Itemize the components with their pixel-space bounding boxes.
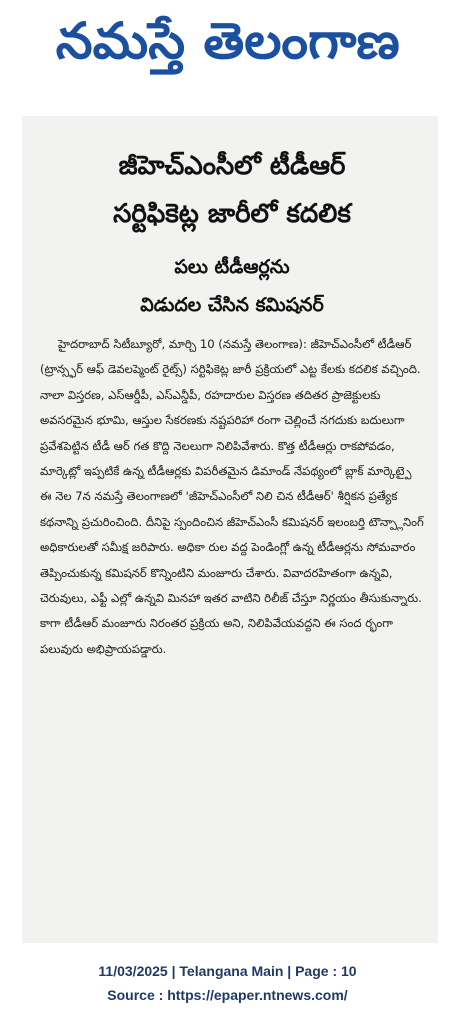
article-body: హైదరాబాద్ సిటీబ్యూరో, మార్చి 10 (నమస్తే తెలంగాణ): జీహెచ్ఎంసీలో టీడీఆర్ (ట్రాన్స్ఫర్ ఆఫ్ డెవలప్మెంట్ రైట్స్) సర్టిఫికెట్ల జారీ ప్రక్రియలో ఎట్ట కేలకు కదలిక వచ్చింది. నాలా విస్తరణ, ఎస్ఆర్డీపీ, ఎస్ఎన్డీపీ, రహదారుల విస్తరణ తదితర ప్రాజెక్టులకు అవసరమైన భూమి, ఆస్తుల సేకరణకు నష్టపరిహా రంగా చెల్లించే నగదుకు బదులుగా ప్రవేశపెట్టిన టీడీ ఆర్ గత కొద్ది నెలలుగా నిలిపివేశారు. కొత్త టీడీఆర్లు రాకపోవడం, మార్కెట్లో ఇప్పటికే ఉన్న టీడీఆర్లకు విపరీతమైన డిమాండ్ నేపథ్యంలో బ్లాక్ మార్కెట్పై ఈ నెల 7న నమస్తే తెలంగాణలో 'జీహెచ్ఎంసీలో నిలి చిన టీడీఆర్' శీర్షికన ప్రత్యేక కథనాన్ని ప్రచురించింది. దీనిపై స్పందించిన జీహెచ్ఎంసీ కమిషనర్ ఇలంబర్తి టౌన్ప్లానింగ్ అధికారులతో సమీక్ష జరిపారు. అధికా రుల వద్ద పెండింగ్లో ఉన్న టీడీఆర్లను సోమవారం తెప్పించుకున్న కమిషనర్ కొన్నింటిని మంజూరు చేశారు. వివాదరహితంగా ఉన్నవి, చెరువులు, ఎఫ్టీ ఎల్లో ఉన్నవి మినహా ఇతర వాటిని రిలీజ్ చేస్తూ నిర్ణయం తీసుకున్నారు. కాగా టీడీఆర్ మంజూరు నిరంతర ప్రక్రియ అని, నిలిపివేయవద్దని ఈ సంద ర్భంగా పలువురు అభిప్రాయపడ్డారు.	[40, 337, 424, 656]
headline-line-2: సర్టిఫికెట్ల జారీలో కదలిక	[113, 199, 351, 229]
masthead	[0, 0, 455, 95]
footer-edition-info: 11/03/2025 | Telangana Main | Page : 10	[98, 963, 357, 979]
subheadline-line-1: పలు టీడీఆర్లను	[174, 256, 290, 278]
subheadline-line-2: విడుదల చేసిన కమిషనర్	[140, 294, 324, 316]
newspaper-logo: నమస్తే తెలంగాణ	[55, 12, 400, 70]
news-clipping	[22, 116, 438, 943]
headline-line-1: జీహెచ్ఎంసీలో టీడీఆర్	[118, 151, 346, 181]
footer-source-link[interactable]: Source : https://epaper.ntnews.com/	[107, 987, 348, 1003]
